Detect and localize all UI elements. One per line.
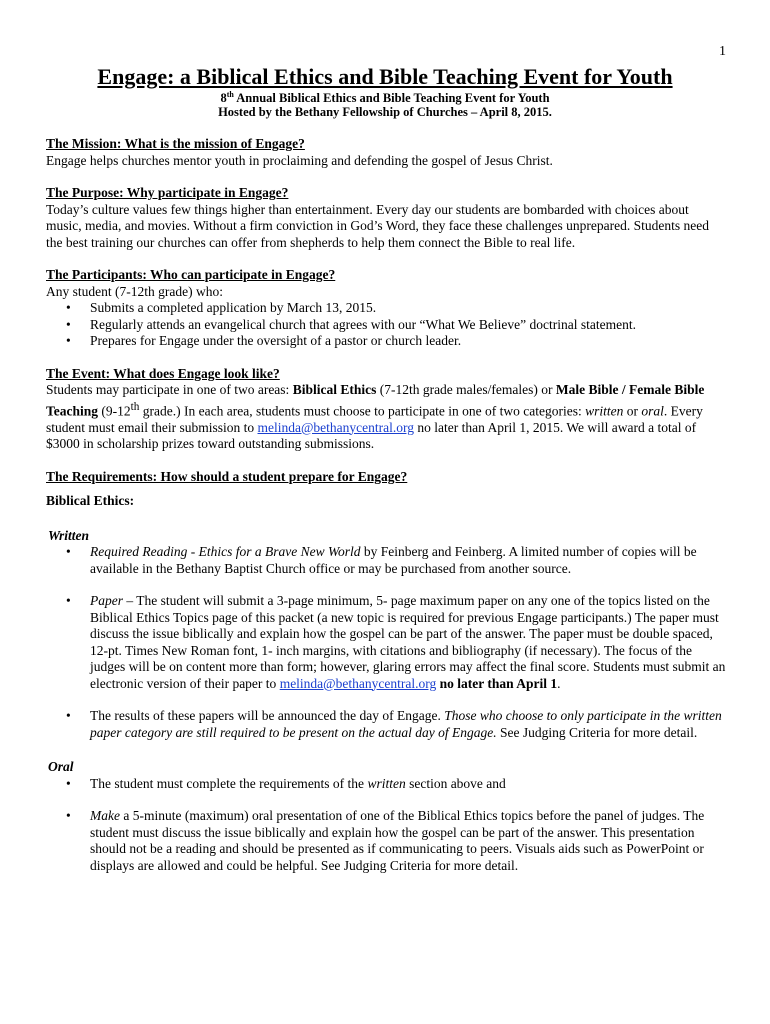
list-item-text: – The student will submit a 3-page minimum, 5- page maximum paper on any one of the topics listed on the Biblical Ethics Topics page of this packet (a new topic is required for previous Engage participants.) The paper must discuss the issue biblically and explain how the gospel can be part of the answer. The paper must be double spaced, 12-pt. Times New Roman font, 1- inch margins, with citations and bibliography (if necessary). The focus of the judges will be on content more than form; however, glaring errors may affect the final score. Students must submit an electronic version of their paper to [90, 593, 726, 691]
required-reading-title: Required Reading - Ethics for a Brave New World [90, 544, 361, 559]
list-item [46, 544, 726, 577]
list-item [46, 317, 726, 334]
mission-heading: The Mission: What is the mission of Engage? [46, 136, 305, 151]
deadline-text: no later than April 1 [436, 675, 558, 691]
requirements-heading: The Requirements: How should a student prepare for Engage? [46, 468, 408, 484]
bullet-icon: • [66, 808, 71, 823]
list-item-text: by Feinberg and Feinberg. A limited number of copies will be available in the Bethany Baptist Church office or may be purchased from another source. [90, 544, 697, 576]
subtitle-line-1 [0, 90, 770, 106]
event-text-part: (9-12 [98, 403, 131, 418]
event-text-part: (7-12th grade males/females) or [376, 382, 556, 397]
list-item-text: The results of these papers will be announced the day of Engage. [90, 708, 445, 723]
document-body [46, 136, 726, 874]
bullet-icon: • [66, 333, 71, 348]
subtitle-ordinal: 8 [220, 91, 227, 106]
list-item-text: section above and [405, 775, 506, 791]
participants-heading: The Participants: Who can participate in Engage? [46, 267, 336, 282]
event-text-part: . Every student must email their submission to [46, 403, 703, 435]
list-item-text: See Judging Criteria for more detail. [496, 724, 698, 740]
list-item-text: Prepares for Engage under the oversight of a pastor or church leader. [90, 333, 462, 348]
event-text-part: grade.) In each area, students must choose to participate in one of two categories: [139, 403, 586, 418]
list-item [46, 776, 726, 793]
list-item [46, 708, 726, 741]
written-requirements-list [46, 544, 726, 577]
list-item [46, 300, 726, 317]
participants-intro: Any student (7-12th grade) who: [46, 283, 223, 299]
written-category: written [585, 403, 624, 418]
biblical-ethics-area: Biblical Ethics [292, 382, 377, 397]
bible-teaching-area: Male Bible / Female Bible Teaching [46, 382, 705, 418]
event-text-part: Students may participate in one of two areas: [46, 382, 293, 397]
event-heading: The Event: What does Engage look like? [46, 365, 280, 381]
participants-list [46, 300, 726, 350]
page-number: 1 [719, 44, 726, 59]
oral-category: oral [641, 403, 664, 418]
biblical-ethics-subheading: Biblical Ethics: [46, 493, 135, 508]
attendance-note: Those who choose to only participate in the written paper category are still required to be present on the actual day of Engage. [90, 708, 722, 740]
list-item [46, 333, 726, 350]
purpose-text: Today’s culture values few things higher than entertainment. Every day our students are bombarded with choices about music, media, and movies. Without a firm conviction in God’s Word, they face these challenges unprepared. Students need the best training our churches can offer from shepherds to help them connect the Bible to real life. [46, 201, 709, 250]
bullet-icon: • [66, 544, 71, 559]
event-text [46, 382, 726, 453]
event-text-part: or [623, 403, 642, 418]
list-item-text: Submits a completed application by March 13, 2015. [90, 300, 377, 315]
event-text-part: no later than April 1, 2015. We will award a total of $3000 in scholarship prizes toward outstanding submissions. [46, 419, 697, 451]
subtitle-line-2: Hosted by the Bethany Fellowship of Churches – April 8, 2015. [218, 105, 552, 119]
oral-requirements-list [46, 776, 726, 793]
subtitle-ordinal-suffix: th [226, 90, 234, 99]
document-title: Engage: a Biblical Ethics and Bible Teaching Event for Youth [97, 64, 673, 89]
list-item-text: The student must complete the requirements of the [90, 775, 368, 791]
bullet-icon: • [66, 316, 71, 332]
purpose-heading: The Purpose: Why participate in Engage? [46, 185, 289, 200]
written-subheading: Written [48, 527, 90, 543]
written-section-ref: written [367, 775, 406, 791]
bullet-icon: • [66, 708, 71, 723]
grade-suffix: th [130, 400, 140, 413]
list-item [46, 808, 726, 874]
email-link[interactable]: melinda@bethanycentral.org [257, 419, 415, 435]
list-item [46, 593, 726, 692]
make-label: Make [90, 808, 120, 823]
bullet-icon: • [66, 775, 71, 791]
oral-subheading: Oral [48, 759, 74, 774]
list-item-text: . [557, 675, 561, 691]
subtitle-line-1-text: Annual Biblical Ethics and Bible Teaching Event for Youth [233, 91, 550, 106]
bullet-icon: • [66, 300, 71, 315]
mission-text: Engage helps churches mentor youth in proclaiming and defending the gospel of Jesus Christ. [46, 152, 553, 168]
email-link[interactable]: melinda@bethanycentral.org [279, 675, 437, 691]
bullet-icon: • [66, 593, 71, 608]
written-requirements-list-2 [46, 593, 726, 692]
list-item-text: a 5-minute (maximum) oral presentation of one of the Biblical Ethics topics before the panel of judges. The student must discuss the issue biblically and explain how the gospel can be part of the answer. This presentation should not be a reading and should be presented as if communicating to peers. Visuals aids such as PowerPoint or displays are allowed and could be helpful. See Judging Criteria for more detail. [90, 808, 705, 873]
list-item-text: Regularly attends an evangelical church that agrees with our “What We Believe” doctrinal statement. [90, 316, 636, 332]
paper-label: Paper [90, 593, 123, 608]
written-requirements-list-3 [46, 708, 726, 741]
oral-requirements-list-2 [46, 808, 726, 874]
